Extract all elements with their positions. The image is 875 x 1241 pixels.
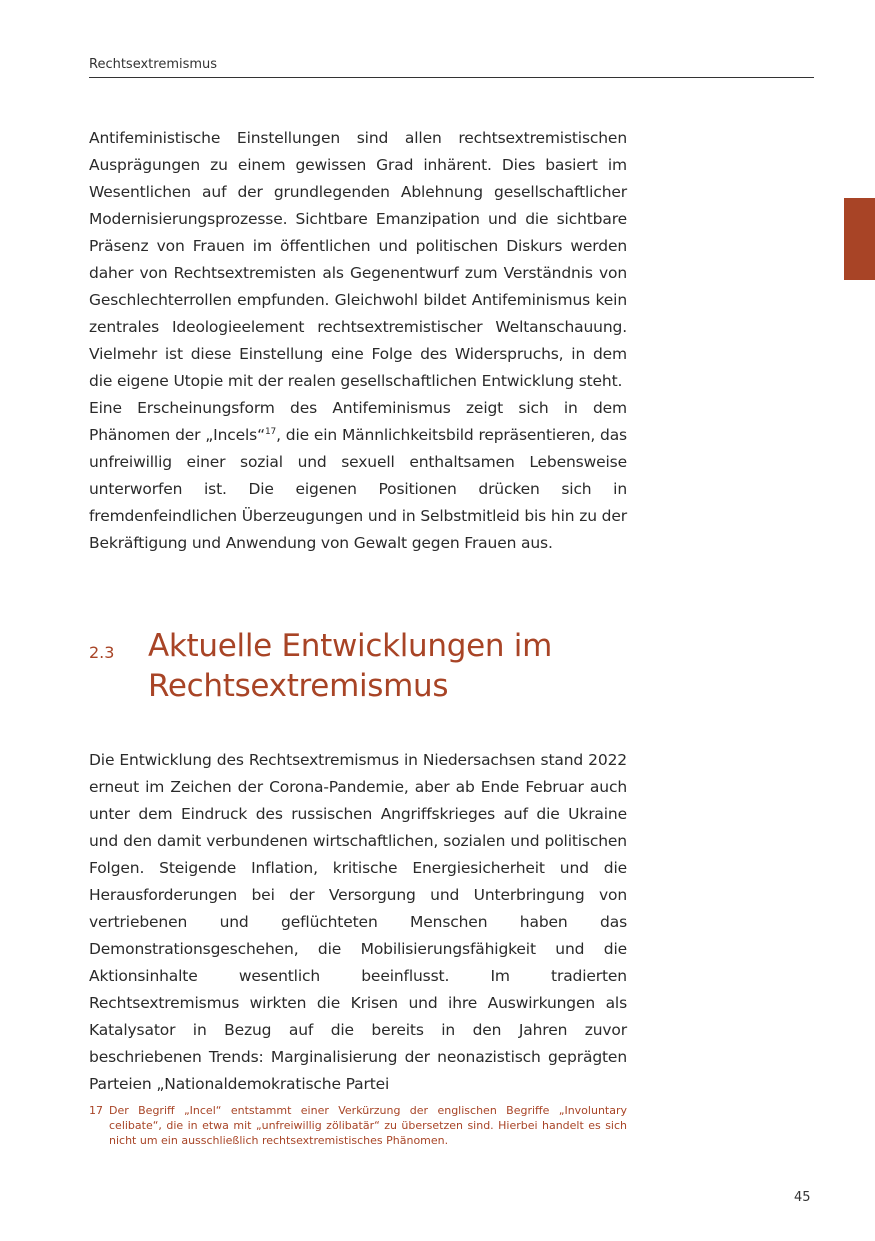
section-number: 2.3	[89, 643, 115, 662]
footnote-number: 17	[89, 1104, 103, 1117]
page-number: 45	[794, 1190, 811, 1205]
chapter-tab-marker	[844, 198, 875, 280]
body-text-block-2	[89, 747, 627, 1098]
paragraph-incels	[89, 395, 627, 557]
footnote-17	[89, 1103, 627, 1148]
section-title-line-2: Rechtsextremismus	[148, 668, 449, 704]
footnote-text: Der Begriff „Incel“ entstammt einer Verkürzung der englischen Begriffe „Involuntary celibate“, die in etwa mit „unfreiwillig zölibatär“ zu übersetzen sind. Hierbei handelt es sich nicht um ein ausschließlich rechtsextremistisches Phänomen.	[109, 1104, 627, 1147]
paragraph-antifeminism: Antifeministische Einstellungen sind allen rechtsextremistischen Ausprägungen zu einem gewissen Grad inhärent. Dies basiert im Wesentlichen auf der grundlegenden Ablehnung gesellschaftlicher Modernisierungsprozesse. Sichtbare Emanzipation und die sichtbare Präsenz von Frauen im öffentlichen und politischen Diskurs werden daher von Rechtsextremisten als Gegenentwurf zum Verständnis von Geschlechterrollen empfunden. Gleichwohl bildet Antifeminismus kein zentrales Ideologieelement rechtsextremistischer Weltanschauung. Vielmehr ist diese Einstellung eine Folge des Widerspruchs, in dem die eigene Utopie mit der realen gesellschaftlichen Entwicklung steht.	[89, 129, 627, 390]
footnote-ref-17[interactable]: 17	[264, 426, 277, 437]
paragraph-developments: Die Entwicklung des Rechtsextremismus in Niedersachsen stand 2022 erneut im Zeichen der Corona-Pandemie, aber ab Ende Februar auch unter dem Eindruck des russischen Angriffskrieges auf die Ukraine und den damit verbundenen wirtschaftlichen, sozialen und politischen Folgen. Steigende Inflation, kritische Energiesicherheit und die Herausforderungen bei der Versorgung und Unterbringung von vertriebenen und geflüchteten Menschen haben das Demonstrationsgeschehen, die Mobilisierungsfähigkeit und die Aktionsinhalte wesentlich beeinflusst. Im tradierten Rechtsextremismus wirkten die Krisen und ihre Auswirkungen als Katalysator in Bezug auf die bereits in den Jahren zuvor beschriebenen Trends: Marginalisierung der neonazistisch geprägten Parteien „Nationaldemokratische Partei	[89, 751, 627, 1093]
incels-text-after: , die ein Männlichkeitsbild repräsentieren, das unfreiwillig einer sozial und sexuell enthaltsamen Lebensweise unterworfen ist. Die eigenen Positionen drücken sich in fremdenfeindlichen Überzeugungen und in Selbstmitleid bis hin zu der Bekräftigung und Anwendung von Gewalt gegen Frauen aus.	[89, 426, 627, 552]
incels-text-before: Eine Erscheinungsform des Antifeminismus zeigt sich in dem Phänomen der „Incels“	[89, 399, 627, 444]
section-title	[148, 626, 552, 706]
body-text-block-1	[89, 125, 627, 557]
running-head: Rechtsextremismus	[89, 57, 814, 78]
section-title-line-1: Aktuelle Entwicklungen im	[148, 628, 553, 664]
